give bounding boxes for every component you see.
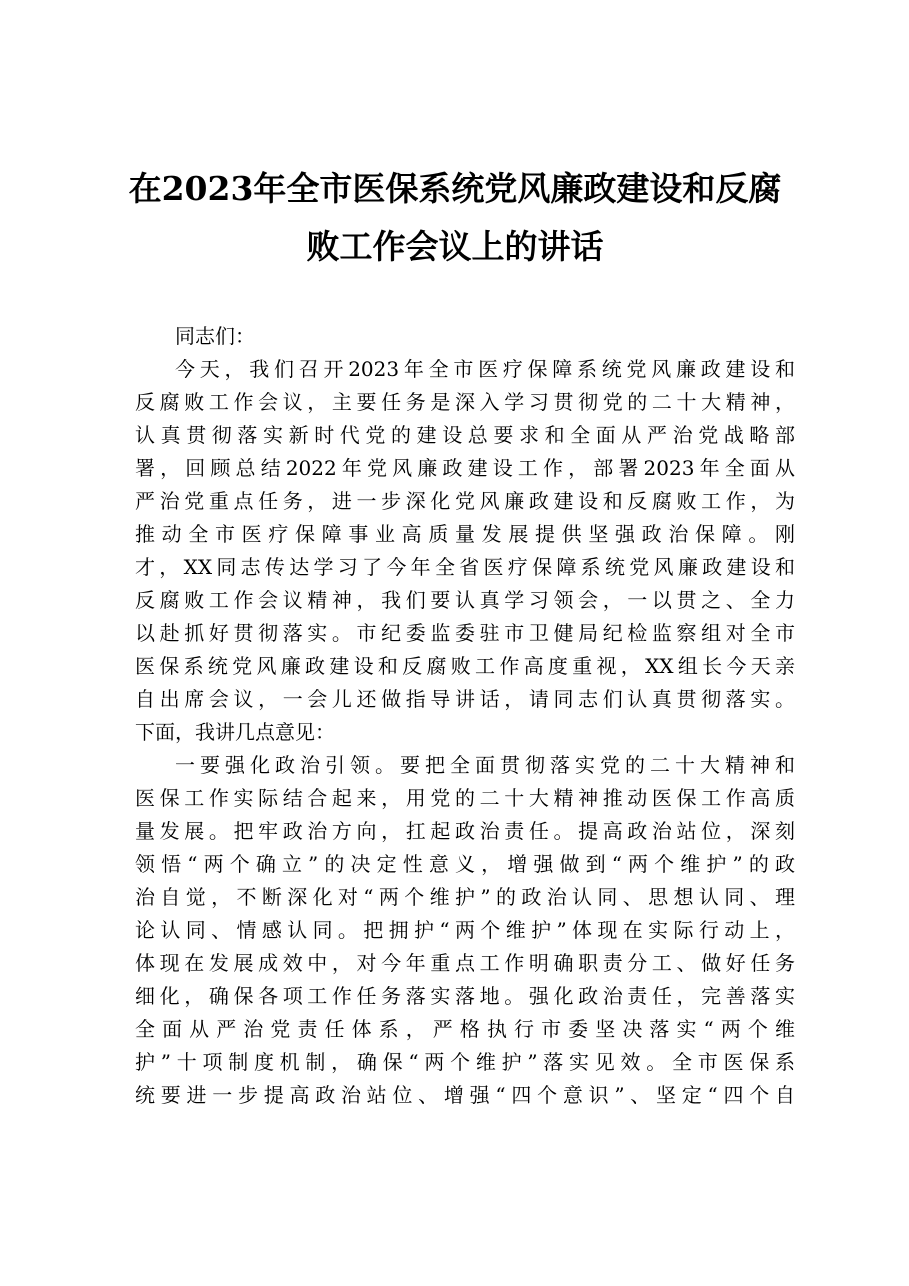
paragraph-line: 细化，确保各项工作任务落实落地。强化政治责任，完善落实 [135, 984, 795, 1008]
paragraph-line: 护”十项制度机制，确保“两个维护”落实见效。全市医保系 [135, 1050, 795, 1074]
paragraph-line: 治自觉，不断深化对“两个维护”的政治认同、思想认同、理 [135, 885, 795, 909]
paragraph-line: 推动全市医疗保障事业高质量发展提供坚强政治保障。刚 [135, 522, 795, 546]
paragraph-line: 以赴抓好贯彻落实。市纪委监委驻市卫健局纪检监察组对全市 [135, 621, 795, 645]
paragraph-line: 下面，我讲几点意见： [135, 720, 335, 744]
paragraph-line: 论认同、情感认同。把拥护“两个维护”体现在实际行动上， [135, 918, 795, 942]
paragraph-line: 认真贯彻落实新时代党的建设总要求和全面从严治党战略部 [135, 423, 795, 447]
paragraph-line: 一要强化政治引领。要把全面贯彻落实党的二十大精神和 [175, 753, 795, 777]
salutation: 同志们： [175, 324, 255, 348]
paragraph-line: 统要进一步提高政治站位、增强“四个意识”、坚定“四个自 [135, 1083, 795, 1107]
paragraph-line: 量发展。把牢政治方向，扛起政治责任。提高政治站位，深刻 [135, 819, 795, 843]
title-line-2: 败工作会议上的讲话 [306, 227, 604, 266]
paragraph-line: 反腐败工作会议精神，我们要认真学习领会，一以贯之、全力 [135, 588, 795, 612]
paragraph-line: 署，回顾总结2022年党风廉政建设工作，部署2023年全面从 [135, 456, 795, 480]
document-title [115, 160, 795, 276]
paragraph-2 [135, 749, 795, 1112]
paragraph-line: 今天，我们召开2023年全市医疗保障系统党风廉政建设和 [175, 357, 795, 381]
paragraph-line: 领悟“两个确立”的决定性意义，增强做到“两个维护”的政 [135, 852, 795, 876]
title-line-1: 在2023年全市医保系统党风廉政建设和反腐 [128, 169, 782, 208]
paragraph-line: 才，XX同志传达学习了今年全省医疗保障系统党风廉政建设和 [135, 555, 795, 579]
paragraph-line: 体现在发展成效中，对今年重点工作明确职责分工、做好任务 [135, 951, 795, 975]
paragraph-line: 严治党重点任务，进一步深化党风廉政建设和反腐败工作，为 [135, 489, 795, 513]
paragraph-line: 医保系统党风廉政建设和反腐败工作高度重视，XX组长今天亲 [135, 654, 795, 678]
paragraph-line: 全面从严治党责任体系，严格执行市委坚决落实“两个维 [135, 1017, 795, 1041]
paragraph-line: 医保工作实际结合起来，用党的二十大精神推动医保工作高质 [135, 786, 795, 810]
paragraph-line: 反腐败工作会议，主要任务是深入学习贯彻党的二十大精神， [135, 390, 795, 414]
document-body [135, 320, 795, 1112]
paragraph-line: 自出席会议，一会儿还做指导讲话，请同志们认真贯彻落实。 [135, 687, 795, 711]
paragraph-1 [135, 353, 795, 749]
